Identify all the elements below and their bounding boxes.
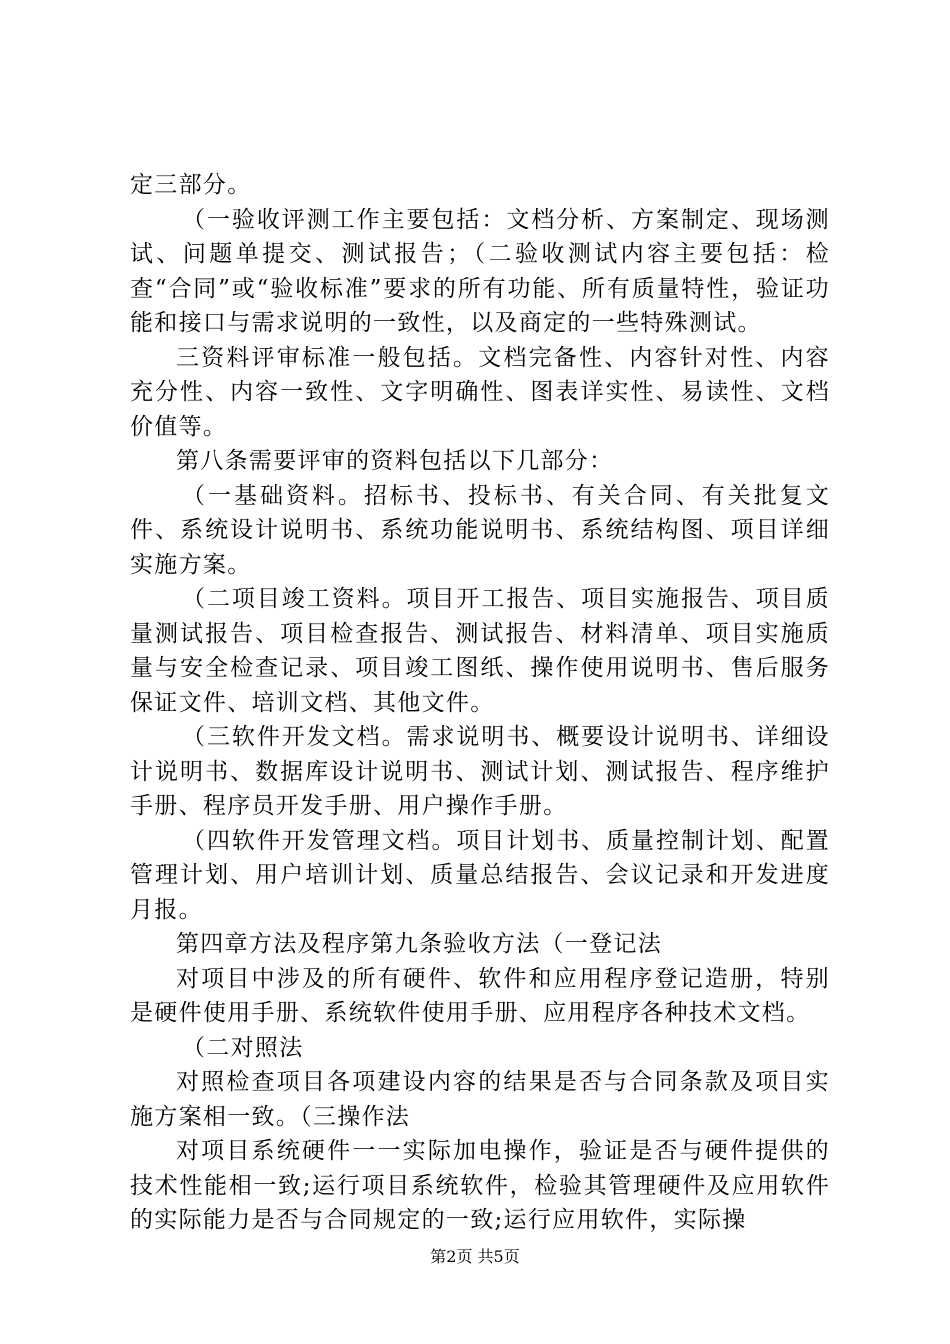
paragraph: 对照检查项目各项建设内容的结果是否与合同条款及项目实施方案相一致。（三操作法 — [130, 1069, 830, 1130]
paragraph: 对项目中涉及的所有硬件、软件和应用程序登记造册，特别是硬件使用手册、系统软件使用手册、应用程序各种技术文档。 — [130, 965, 830, 1026]
paragraph: （三软件开发文档。需求说明书、概要设计说明书、详细设计说明书、数据库设计说明书、测试计划、测试报告、程序维护手册、程序员开发手册、用户操作手册。 — [130, 724, 830, 819]
paragraph: 定三部分。 — [130, 172, 252, 198]
subsection-heading: （二对照法 — [182, 1034, 304, 1061]
paragraph: （一验收评测工作主要包括：文档分析、方案制定、现场测试、问题单提交、测试报告；（二验收测试内容主要包括：检查“合同”或“验收标准”要求的所有功能、所有质量特性，验证功能和接口与需求说明的一致性，以及商定的一些特殊测试。 — [130, 206, 830, 336]
paragraph: 三资料评审标准一般包括。文档完备性、内容针对性、内容充分性、内容一致性、文字明确性、图表详实性、易读性、文档价值等。 — [130, 344, 830, 440]
paragraph: （四软件开发管理文档。项目计划书、质量控制计划、配置管理计划、用户培训计划、质量总结报告、会议记录和开发进度月报。 — [130, 827, 830, 923]
paragraph: （一基础资料。招标书、投标书、有关合同、有关批复文件、系统设计说明书、系统功能说明书、系统结构图、项目详细实施方案。 — [130, 482, 830, 578]
paragraph: 对项目系统硬件一一实际加电操作，验证是否与硬件提供的技术性能相一致;运行项目系统软件，检验其管理硬件及应用软件的实际能力是否与合同规定的一致;运行应用软件，实际操 — [130, 1138, 830, 1233]
paragraph: （二项目竣工资料。项目开工报告、项目实施报告、项目质量测试报告、项目检查报告、测试报告、材料清单、项目实施质量与安全检查记录、项目竣工图纸、操作使用说明书、售后服务保证文件、培训文档、其他文件。 — [130, 586, 830, 716]
document-body — [130, 168, 830, 1238]
page-number-footer: 第2页 共5页 — [430, 1247, 520, 1266]
section-heading: 第八条需要评审的资料包括以下几部分： — [176, 448, 614, 474]
chapter-heading: 第四章方法及程序第九条验收方法（一登记法 — [176, 931, 662, 957]
